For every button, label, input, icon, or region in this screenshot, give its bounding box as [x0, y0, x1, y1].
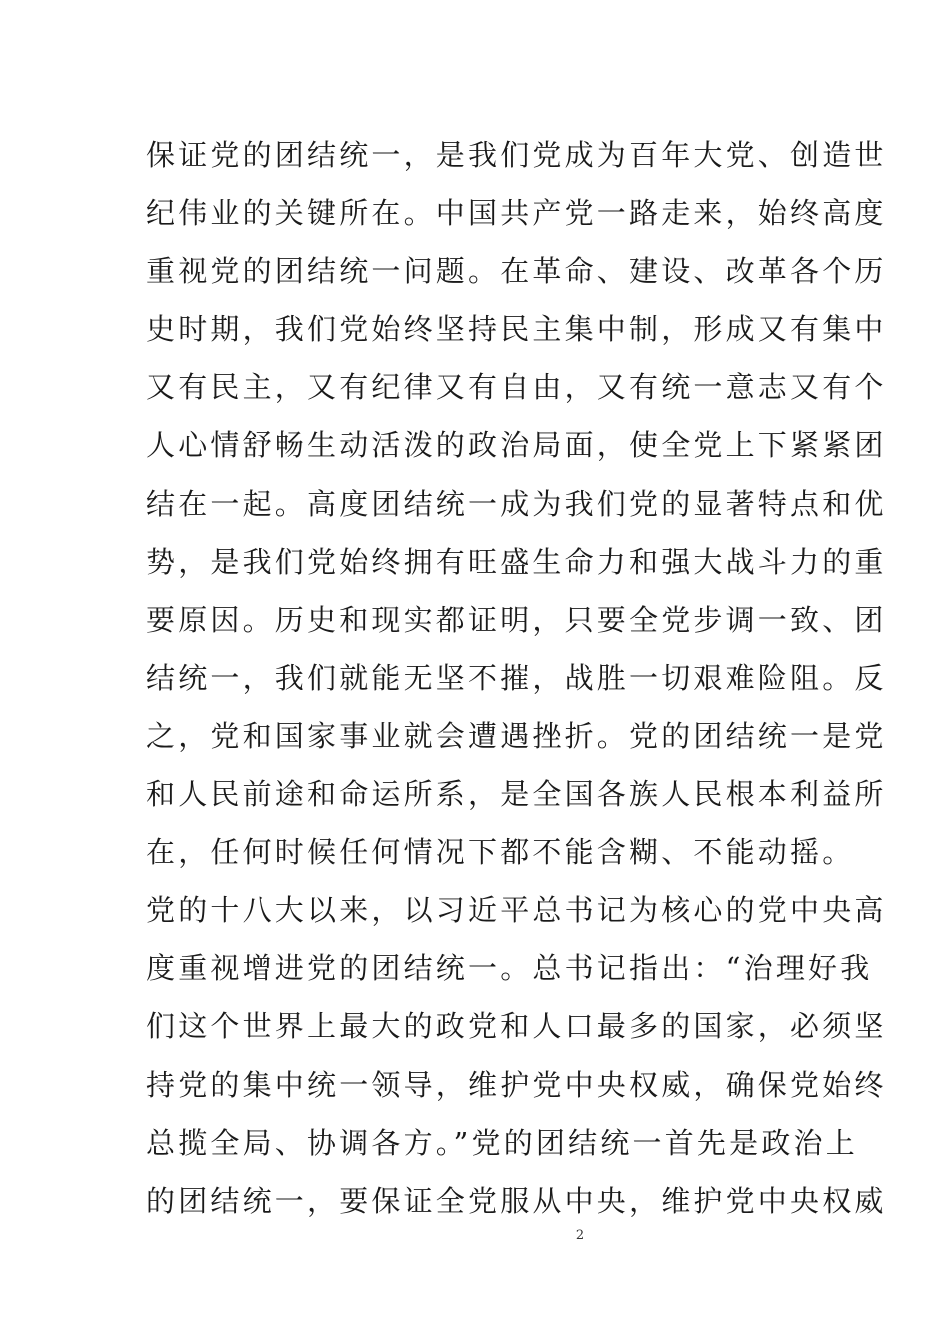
text-line: 党的十八大以来，以习近平总书记为核心的党中央高 [146, 893, 887, 928]
text-line: 要原因。历史和现实都证明，只要全党步调一致、团 [146, 602, 887, 637]
text-line: 纪伟业的关键所在。中国共产党一路走来，始终高度 [146, 196, 887, 231]
text-line: 势，是我们党始终拥有旺盛生命力和强大战斗力的重 [146, 544, 887, 579]
text-line: 重视党的团结统一问题。在革命、建设、改革各个历 [146, 254, 887, 289]
text-line: 之，党和国家事业就会遭遇挫折。党的团结统一是党 [146, 718, 887, 753]
text-line: 保证党的团结统一，是我们党成为百年大党、创造世 [146, 138, 887, 172]
text-line: 结在一起。高度团结统一成为我们党的显著特点和优 [146, 486, 887, 521]
text-line: 度重视增进党的团结统一。总书记指出：“治理好我 [146, 951, 873, 986]
text-line: 又有民主，又有纪律又有自由，又有统一意志又有个 [146, 370, 887, 405]
text-line: 总揽全局、协调各方。”党的团结统一首先是政治上 [146, 1125, 858, 1160]
text-line: 和人民前途和命运所系，是全国各族人民根本利益所 [146, 777, 887, 812]
text-line: 在，任何时候任何情况下都不能含糊、不能动摇。 [146, 835, 855, 870]
page-number: 2 [575, 1228, 585, 1243]
text-line: 结统一，我们就能无坚不摧，战胜一切艰难险阻。反 [146, 660, 887, 695]
text-line: 们这个世界上最大的政党和人口最多的国家，必须坚 [146, 1009, 887, 1044]
text-line: 持党的集中统一领导，维护党中央权威，确保党始终 [146, 1067, 887, 1102]
text-line: 史时期，我们党始终坚持民主集中制，形成又有集中 [146, 312, 887, 347]
text-line: 的团结统一，要保证全党服从中央，维护党中央权威 [146, 1183, 887, 1218]
text-line: 人心情舒畅生动活泼的政治局面，使全党上下紧紧团 [146, 428, 887, 463]
body-text [146, 126, 887, 1230]
